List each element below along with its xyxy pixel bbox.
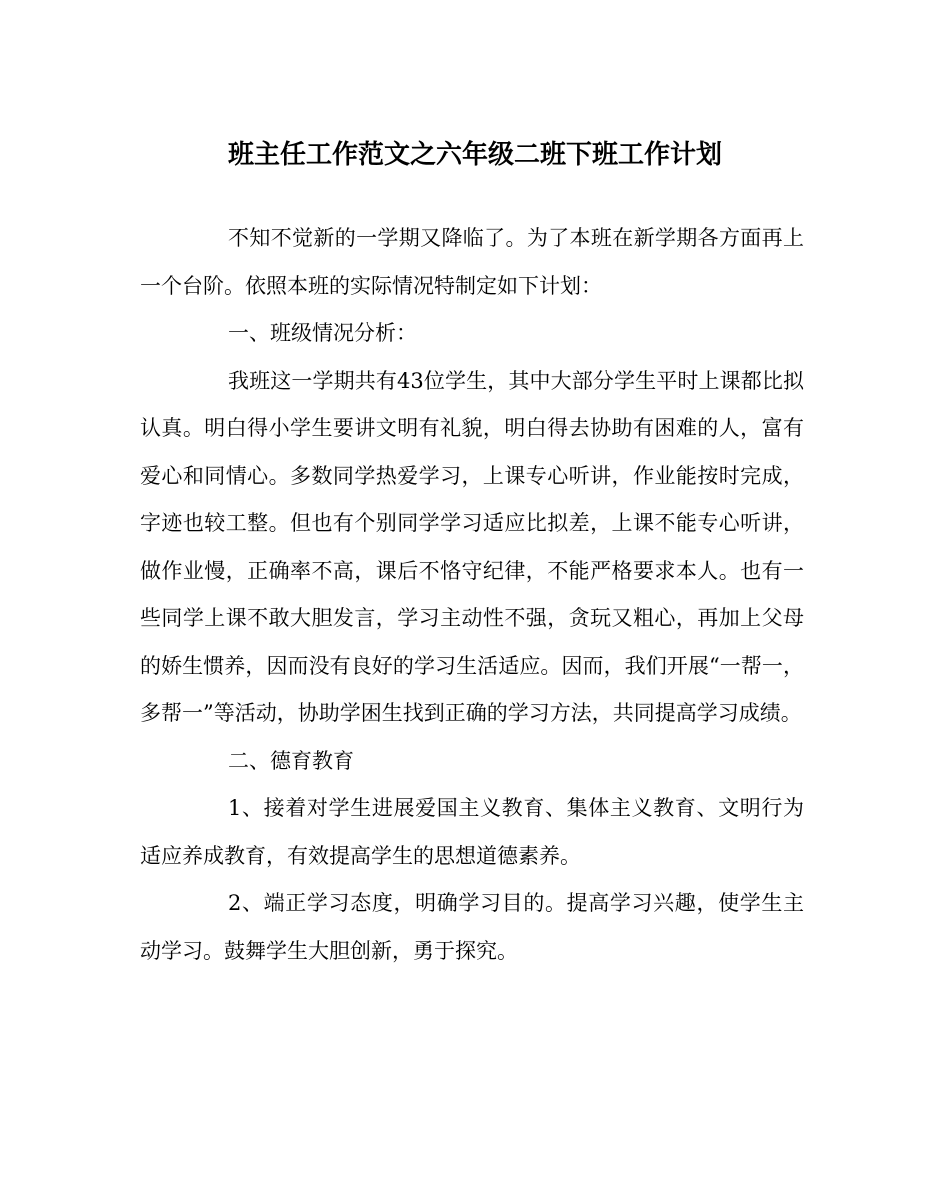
document-title: 班主任工作范文之六年级二班下班工作计划 bbox=[227, 140, 722, 170]
paragraph-moral-item-1: 1、接着对学生进展爱国主义教育、集体主义教育、文明行为适应养成教育，有效提高学生的思想道德素养。 bbox=[140, 796, 804, 868]
section-heading-moral-education: 二、德育教育 bbox=[228, 748, 354, 773]
paragraph-class-analysis: 我班这一学期共有43位学生，其中大部分学生平时上课都比拟认真。明白得小学生要讲文明有礼貌，明白得去协助有困难的人，富有爱心和同情心。多数同学热爱学习，上课专心听讲，作业能按时完成，字迹也较工整。但也有个别同学学习适应比拟差，上课不能专心听讲，做作业慢，正确率不高，课后不恪守纪律，不能严格要求本人。也有一些同学上课不敢大胆发言，学习主动性不强，贪玩又粗心，再加上父母的娇生惯养，因而没有良好的学习生活适应。因而，我们开展“一帮一，多帮一”等活动，协助学困生找到正确的学习方法，共同提高学习成绩。 bbox=[140, 368, 804, 725]
section-heading-class-analysis: 一、班级情况分析： bbox=[228, 321, 417, 345]
paragraph-intro: 不知不觉新的一学期又降临了。为了本班在新学期各方面再上一个台阶。依照本班的实际情况特制定如下计划： bbox=[140, 226, 804, 298]
paragraph-moral-item-2: 2、端正学习态度，明确学习目的。提高学习兴趣，使学生主动学习。鼓舞学生大胆创新，勇于探究。 bbox=[140, 891, 804, 963]
document-body bbox=[140, 215, 804, 975]
